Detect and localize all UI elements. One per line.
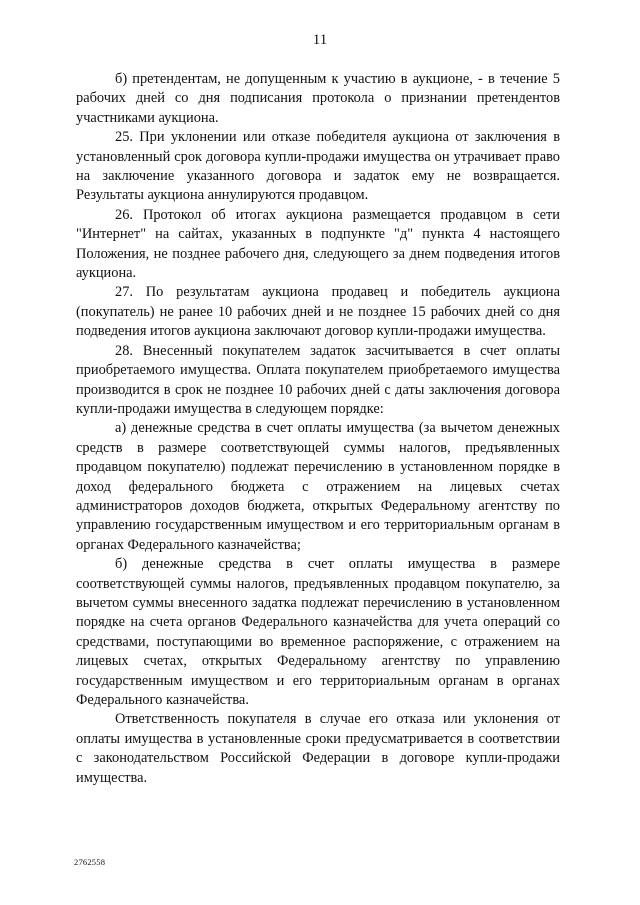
- document-body: [76, 70, 560, 788]
- paragraph-28: 28. Внесенный покупателем задаток засчитывается в счет оплаты приобретаемого имущества. Оплата покупателем приобретаемого имущества производится в срок не позднее 10 рабочих дней с даты заключения договора купли-продажи имущества в следующем порядке:: [76, 342, 560, 417]
- page-number: 11: [312, 32, 328, 48]
- paragraph-b-refund: б) претендентам, не допущенным к участию в аукционе, - в течение 5 рабочих дней со дня подписания протокола о признании претендентов участниками аукциона.: [76, 71, 560, 126]
- paragraph-26: 26. Протокол об итогах аукциона размещается продавцом в сети "Интернет" на сайтах, указанных в подпункте "д" пункта 4 настоящего Положения, не позднее рабочего дня, следующего за днем подведения итогов аукциона.: [76, 206, 560, 282]
- paragraph-28-a: а) денежные средства в счет оплаты имущества (за вычетом денежных средств в размере соответствующей суммы налогов, предъявленных продавцом покупателю) подлежат перечислению в установленном порядке в доход федерального бюджета с отражением на лицевых счетах администраторов доходов бюджета, открытых Федеральному агентству по управлению государственным имуществом и его территориальным органам в органах Федерального казначейства;: [76, 420, 560, 553]
- paragraph-25: 25. При уклонении или отказе победителя аукциона от заключения в установленный срок договора купли-продажи имущества он утрачивает право на заключение указанного договора и задаток ему не возвращается. Результаты аукциона аннулируются продавцом.: [76, 129, 560, 204]
- document-code: 2762558: [74, 857, 106, 867]
- paragraph-28-b: б) денежные средства в счет оплаты имущества в размере соответствующей суммы налогов, предъявленных продавцом покупателю, за вычетом суммы внесенного задатка подлежат перечислению в установленном порядке на счета органов Федерального казначейства для учета операций со средствами, поступающими во временное распоряжение, с отражением на лицевых счетах, открытых Федеральному агентству по управлению государственным имуществом и его территориальным органам в органах Федерального казначейства.: [76, 556, 560, 708]
- paragraph-liability: Ответственность покупателя в случае его отказа или уклонения от оплаты имущества в установленные сроки предусматривается в соответствии с законодательством Российской Федерации в договоре купли-продажи имущества.: [76, 711, 560, 786]
- paragraph-27: 27. По результатам аукциона продавец и победитель аукциона (покупатель) не ранее 10 рабочих дней и не позднее 15 рабочих дней со дня подведения итогов аукциона заключают договор купли-продажи имущества.: [76, 284, 560, 340]
